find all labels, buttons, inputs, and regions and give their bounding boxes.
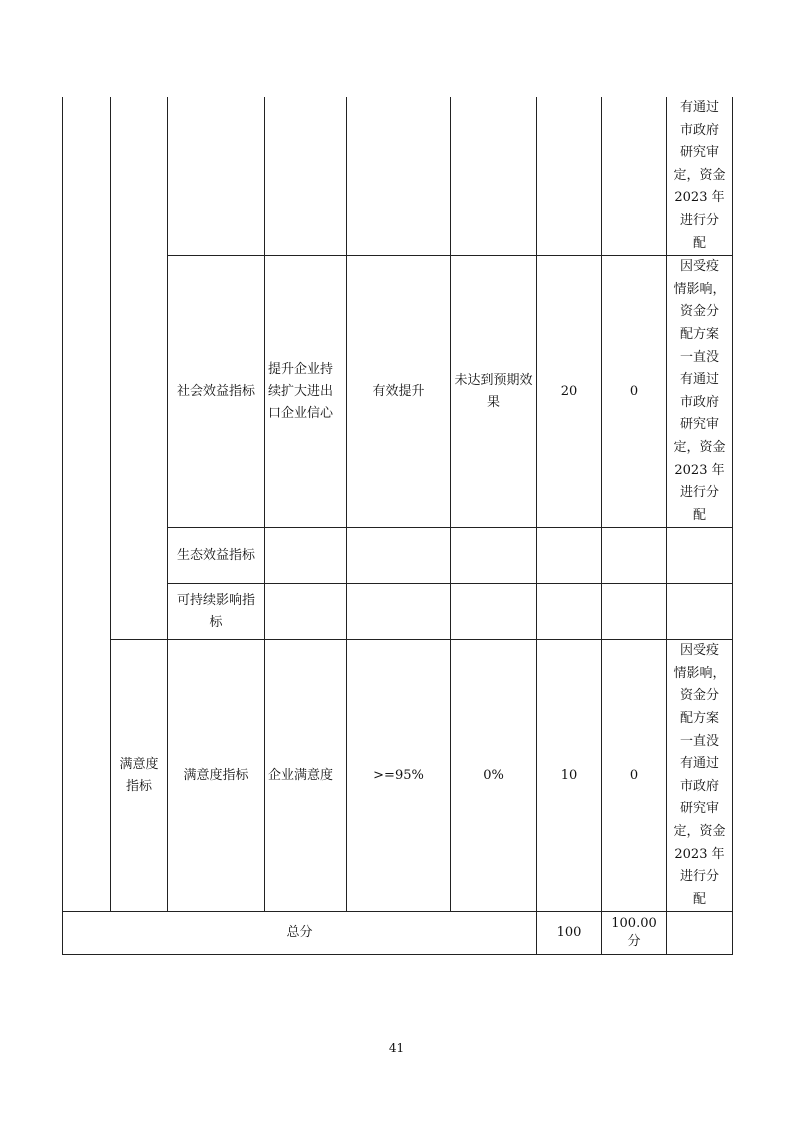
target-cell [347, 528, 451, 584]
actual-cell [451, 528, 537, 584]
indicator-cell: 满意度指标 [168, 640, 265, 912]
content-cell: 企业满意度 [265, 640, 347, 912]
actual-cell [451, 584, 537, 640]
category-cell: 满意度指标 [111, 640, 168, 912]
weight-cell [537, 97, 602, 256]
table-row [63, 97, 733, 256]
indicator-cell: 生态效益指标 [168, 528, 265, 584]
note-cell [667, 584, 733, 640]
target-cell [347, 584, 451, 640]
note-cell: 因受疫 情影响， 资金分 配方案 一直没 有通过 市政府 研究审 定，资金 2023 年 进行分 配 [667, 256, 733, 528]
target-cell: >=95% [347, 640, 451, 912]
indicator-cell [168, 97, 265, 256]
note-cell [667, 528, 733, 584]
actual-cell: 未达到预期效果 [451, 256, 537, 528]
weight-cell: 20 [537, 256, 602, 528]
score-cell: 0 [602, 640, 667, 912]
score-cell [602, 97, 667, 256]
target-cell: 有效提升 [347, 256, 451, 528]
actual-cell [451, 97, 537, 256]
weight-cell: 10 [537, 640, 602, 912]
total-weight: 100 [537, 912, 602, 955]
weight-cell [537, 584, 602, 640]
page-number: 41 [388, 1041, 405, 1055]
content-cell [265, 584, 347, 640]
indicator-cell: 可持续影响指标 [168, 584, 265, 640]
total-score: 100.00 分 [602, 912, 667, 955]
total-label: 总分 [63, 912, 537, 955]
actual-cell: 0% [451, 640, 537, 912]
total-row [63, 912, 733, 955]
content-cell: 提升企业持续扩大进出口企业信心 [265, 256, 347, 528]
note-cell: 有通过 市政府 研究审 定，资金 2023 年 进行分 配 [667, 97, 733, 256]
score-cell: 0 [602, 256, 667, 528]
target-cell [347, 97, 451, 256]
content-cell [265, 97, 347, 256]
level2-cell [111, 97, 168, 640]
performance-table [62, 97, 733, 955]
weight-cell [537, 528, 602, 584]
content-cell [265, 528, 347, 584]
level1-cell [63, 97, 111, 912]
total-note [667, 912, 733, 955]
indicator-cell: 社会效益指标 [168, 256, 265, 528]
score-cell [602, 584, 667, 640]
score-cell [602, 528, 667, 584]
note-cell: 因受疫 情影响， 资金分 配方案 一直没 有通过 市政府 研究审 定，资金 2023 年 进行分 配 [667, 640, 733, 912]
table-row [63, 640, 733, 912]
